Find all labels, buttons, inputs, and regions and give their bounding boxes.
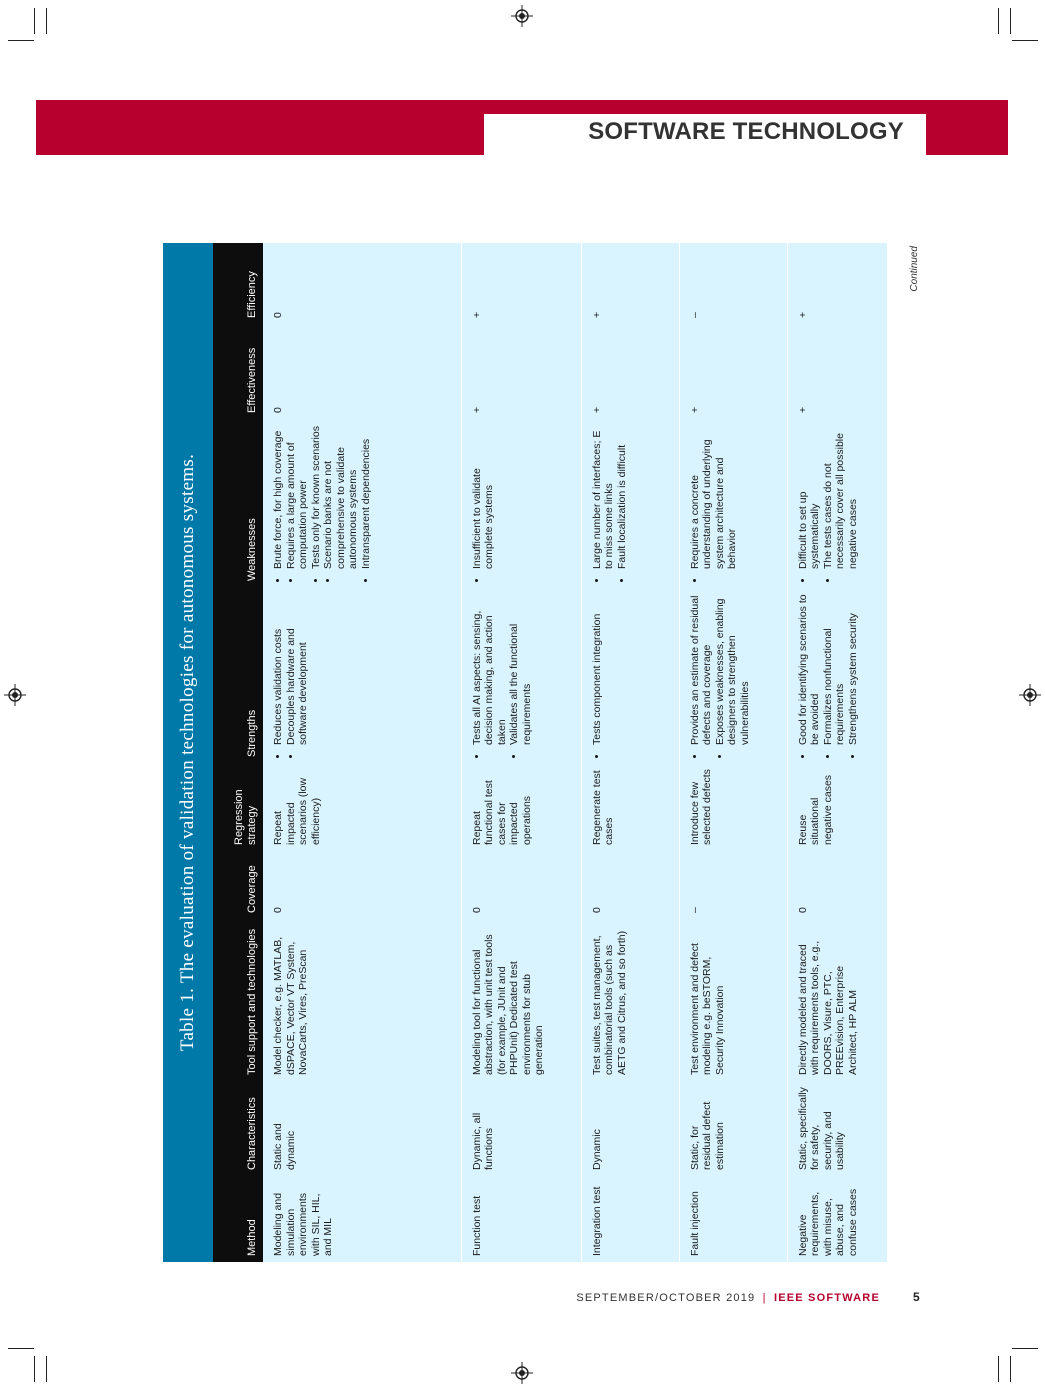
coverage-cell: 0: [581, 851, 679, 919]
crop-mark: [46, 1356, 47, 1382]
weakness-item: • Scenario banks are not comprehensive to validate autonomous systems: [322, 425, 360, 569]
registration-mark-icon: [1019, 684, 1041, 706]
regression-cell: Regenerate test cases: [581, 763, 679, 851]
characteristics-cell: Static, specifically for safety, security, and usability: [787, 1081, 887, 1176]
footer-separator: |: [762, 1292, 767, 1304]
tools-cell: Directly modeled and traced with requirements tools, e.g., DOORS, Visure, PTC, PREEvision, Enterprise Architect, HP ALM: [787, 919, 887, 1081]
crop-mark: [1012, 40, 1038, 41]
tools-cell: Test environment and defect modeling e.g. beSTORM, Security Innovation: [679, 919, 787, 1081]
registration-mark-icon: [511, 1362, 533, 1384]
regression-cell: Reuse situational negative cases: [787, 763, 887, 851]
weakness-item: • Requires a concrete understanding of underlying system architecture and behavior: [689, 425, 739, 569]
tools-cell: Modeling tool for functional abstraction, with unit test tools (for example, JUnit and PHPUnit) Dedicated test environments for stub generation: [461, 919, 581, 1081]
issue-date: SEPTEMBER/OCTOBER 2019: [576, 1292, 756, 1304]
weakness-item: • Fault localization is difficult: [616, 425, 629, 569]
crop-mark: [1010, 1356, 1011, 1382]
strength-item: • Provides an estimate of residual defects and coverage: [689, 593, 714, 745]
weaknesses-cell: [461, 419, 581, 587]
weakness-item: • Large number of interfaces; E to miss some links: [591, 425, 616, 569]
tools-cell: Model checker, e.g. MATLAB, dSPACE, Vector VT System, NovaCarts, Vires, PreScan: [263, 919, 461, 1081]
strengths-cell: [679, 587, 787, 763]
strength-item: • Validates all the functional requirements: [508, 593, 533, 745]
strengths-cell: [461, 587, 581, 763]
regression-cell: Repeat functional test cases for impacted operations: [461, 763, 581, 851]
characteristics-cell: Dynamic, all functions: [461, 1081, 581, 1176]
crop-mark: [1012, 1348, 1038, 1349]
strength-item: • Decouples hardware and software development: [285, 593, 310, 745]
method-cell: Negative requirements, with misuse, abuse, and confuse cases: [787, 1176, 887, 1262]
section-title: SOFTWARE TECHNOLOGY: [588, 118, 904, 145]
effectiveness-cell: 0: [263, 324, 461, 419]
efficiency-cell: +: [787, 243, 887, 324]
table-header-row: [213, 243, 263, 1262]
crop-mark: [8, 1348, 34, 1349]
weaknesses-cell: [679, 419, 787, 587]
table-container: [163, 243, 943, 1262]
efficiency-cell: 0: [263, 243, 461, 324]
effectiveness-cell: +: [581, 324, 679, 419]
weakness-item: • Difficult to set up systematically: [797, 425, 822, 569]
crop-mark: [998, 1356, 999, 1382]
column-header: Effectiveness: [213, 324, 263, 419]
column-header: Strengths: [213, 587, 263, 763]
regression-cell: Repeat impacted scenarios (low efficiency): [263, 763, 461, 851]
effectiveness-cell: +: [679, 324, 787, 419]
strength-item: • Reduces validation costs: [272, 593, 285, 745]
continued-note: Continued: [909, 246, 920, 292]
characteristics-cell: Static and dynamic: [263, 1081, 461, 1176]
tools-cell: Test suites, test management, combinatorial tools (such as AETG and Citrus, and so forth): [581, 919, 679, 1081]
weaknesses-cell: [263, 419, 461, 587]
efficiency-cell: +: [581, 243, 679, 324]
column-header: Method: [213, 1176, 263, 1262]
crop-mark: [8, 40, 34, 41]
method-cell: Integration test: [581, 1176, 679, 1262]
table-row: [787, 243, 887, 1262]
table-row: [461, 243, 581, 1262]
strength-item: • Strengthens system security: [847, 593, 860, 745]
regression-cell: Introduce few selected defects: [679, 763, 787, 851]
characteristics-cell: Static, for residual defect estimation: [679, 1081, 787, 1176]
column-header: Weaknesses: [213, 419, 263, 587]
evaluation-table: [213, 243, 888, 1262]
crop-mark: [34, 8, 35, 34]
weakness-item: • Insufficient to validate complete systems: [471, 425, 496, 569]
method-cell: Function test: [461, 1176, 581, 1262]
magazine-name: IEEE SOFTWARE: [773, 1292, 880, 1304]
page-number: 5: [913, 1290, 920, 1304]
column-header: Tool support and technologies: [213, 919, 263, 1081]
weakness-item: • The tests cases do not necessarily cover all possible negative cases: [822, 425, 860, 569]
weakness-item: • Intransparent dependencies: [360, 425, 373, 569]
table-caption-label: Table 1: [177, 992, 198, 1052]
method-cell: Fault injection: [679, 1176, 787, 1262]
table-caption: [163, 243, 213, 1262]
crop-mark: [1010, 8, 1011, 34]
strength-item: • Good for identifying scenarios to be avoided: [797, 593, 822, 745]
crop-mark: [46, 8, 47, 34]
strengths-cell: [581, 587, 679, 763]
strengths-cell: [787, 587, 887, 763]
coverage-cell: 0: [461, 851, 581, 919]
strength-item: • Formalizes nonfunctional requirements: [822, 593, 847, 745]
registration-mark-icon: [511, 5, 533, 27]
weaknesses-cell: [581, 419, 679, 587]
strengths-cell: [263, 587, 461, 763]
efficiency-cell: –: [679, 243, 787, 324]
weakness-item: • Tests only for known scenarios: [310, 425, 323, 569]
table-caption-text: . The evaluation of validation technologies for autonomous systems.: [177, 453, 198, 993]
coverage-cell: 0: [263, 851, 461, 919]
characteristics-cell: Dynamic: [581, 1081, 679, 1176]
method-cell: Modeling and simulation environments with SIL, HIL, and MIL: [263, 1176, 461, 1262]
coverage-cell: 0: [787, 851, 887, 919]
table-row: [263, 243, 461, 1262]
strength-item: • Tests component integration: [591, 593, 604, 745]
coverage-cell: –: [679, 851, 787, 919]
strength-item: • Tests all AI aspects: sensing, decision making, and action taken: [471, 593, 509, 745]
crop-mark: [998, 8, 999, 34]
registration-mark-icon: [4, 684, 26, 706]
column-header: Characteristics: [213, 1081, 263, 1176]
page-footer: [520, 1292, 880, 1304]
weaknesses-cell: [787, 419, 887, 587]
effectiveness-cell: +: [787, 324, 887, 419]
strength-item: • Exposes weaknesses, enabling designers to strengthen vulnerabilities: [714, 593, 752, 745]
effectiveness-cell: +: [461, 324, 581, 419]
weakness-item: • Requires a large amount of computation power: [285, 425, 310, 569]
column-header: Regression strategy: [213, 763, 263, 851]
column-header: Coverage: [213, 851, 263, 919]
efficiency-cell: +: [461, 243, 581, 324]
table-row: [581, 243, 679, 1262]
column-header: Efficiency: [213, 243, 263, 324]
weakness-item: • Brute force, for high coverage: [272, 425, 285, 569]
table-row: [679, 243, 787, 1262]
crop-mark: [34, 1356, 35, 1382]
